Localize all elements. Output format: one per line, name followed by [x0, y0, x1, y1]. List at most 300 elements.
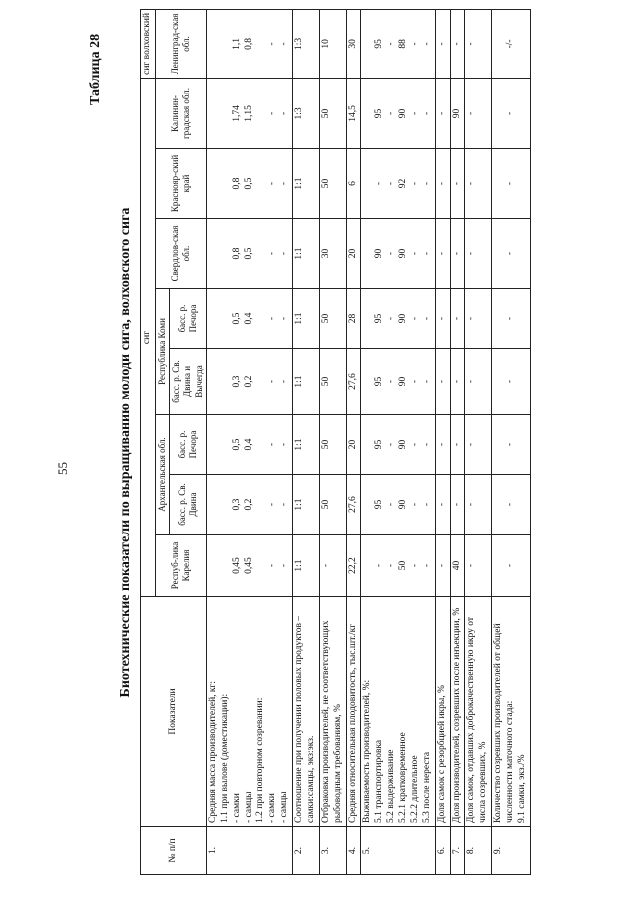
value-cell	[206, 78, 292, 148]
header-sverdlovsk: Свердлов-ская обл.	[155, 219, 206, 289]
value-line: 0,45	[231, 557, 242, 574]
value-cell	[450, 349, 465, 415]
value-line: 1:1	[294, 375, 304, 388]
value-line: 1:1	[294, 498, 304, 511]
value-line: -	[451, 442, 462, 447]
value-line: 14,5	[347, 105, 358, 122]
value-line: 22,2	[347, 557, 358, 574]
value-line: 50	[320, 178, 331, 189]
row-parameter	[206, 597, 292, 827]
value-cell	[465, 349, 492, 415]
value-line: 0,4	[243, 438, 254, 451]
row-number: 2.	[293, 827, 320, 875]
value-cell	[206, 475, 292, 535]
header-sig: сиг	[141, 78, 156, 596]
value-cell	[435, 415, 450, 475]
row-number: 4.	[346, 827, 361, 875]
value-line: -	[505, 181, 515, 186]
value-cell	[346, 149, 361, 219]
value-line	[220, 222, 232, 285]
value-line: -	[421, 379, 432, 384]
value-line: 95	[374, 313, 385, 324]
parameter-line: - самки	[267, 793, 278, 823]
value-line: -	[466, 442, 477, 447]
value-cell	[435, 9, 450, 78]
value-line: 1:3	[294, 37, 304, 50]
value-line: -	[421, 442, 432, 447]
value-line	[493, 152, 505, 215]
value-line	[362, 222, 374, 285]
value-line	[255, 352, 267, 411]
value-line	[362, 292, 374, 345]
value-line: -	[421, 181, 432, 186]
biotech-table	[140, 9, 531, 875]
value-line: 0,4	[243, 312, 254, 325]
value-line	[493, 352, 505, 411]
value-line: -	[466, 379, 477, 384]
value-line	[362, 82, 374, 145]
value-cell	[293, 9, 320, 78]
row-number: 9.	[492, 827, 531, 875]
value-line: -	[409, 181, 420, 186]
value-cell	[450, 289, 465, 349]
table-row	[465, 9, 492, 874]
value-line: 0,3	[231, 375, 242, 388]
value-line: -/-	[505, 39, 515, 49]
value-line	[255, 222, 267, 285]
value-cell	[492, 475, 531, 535]
value-line: 1,1	[231, 37, 242, 50]
value-cell	[361, 149, 435, 219]
value-line: -	[421, 251, 432, 256]
value-line: -	[436, 181, 447, 186]
parameter-line: 5.3 после нереста	[421, 751, 432, 823]
parameter-line: Соотношение при получении половых продуктов – самки:самцы, экз:экз.	[294, 615, 316, 823]
value-line: -	[267, 502, 278, 507]
value-line: 90	[398, 313, 408, 324]
value-cell	[319, 415, 346, 475]
value-line: -	[466, 181, 477, 186]
value-line: -	[421, 42, 432, 46]
value-line: 95	[374, 376, 385, 387]
value-line: -	[421, 111, 432, 116]
value-line: 0,5	[231, 312, 242, 325]
parameter-line: 5.1 транспортировка	[374, 739, 385, 823]
value-line: 50	[320, 439, 331, 450]
table-row	[319, 9, 346, 874]
header-arkh-pechora: басс. р. Печора	[170, 415, 207, 475]
value-line: 30	[347, 39, 358, 49]
value-line: -	[505, 251, 515, 256]
row-number: 5.	[361, 827, 435, 875]
value-cell	[206, 415, 292, 475]
value-line: 40	[451, 560, 462, 571]
value-line: 1:1	[294, 438, 304, 451]
value-cell	[361, 9, 435, 78]
value-cell	[492, 78, 531, 148]
value-line: -	[409, 111, 420, 116]
value-line	[220, 13, 232, 75]
value-cell	[319, 289, 346, 349]
parameter-line: - самцы	[243, 791, 254, 823]
value-line: -	[505, 442, 515, 447]
value-line	[220, 152, 232, 215]
value-line: -	[279, 111, 290, 116]
value-cell	[450, 9, 465, 78]
parameter-line: 1.2 при повторном созревании:	[255, 697, 266, 823]
value-cell	[206, 349, 292, 415]
value-line: -	[466, 42, 477, 46]
parameter-line: Доля самок с резорбцией икры, %	[436, 685, 447, 823]
value-cell	[293, 349, 320, 415]
value-cell	[450, 535, 465, 597]
value-line: -	[279, 42, 290, 46]
parameter-line: Выживаемость производителей, %:	[362, 679, 373, 823]
table-row	[293, 9, 320, 874]
value-cell	[206, 9, 292, 78]
parameter-line: - самцы	[279, 791, 290, 823]
value-line: 0,2	[243, 498, 254, 511]
value-line: -	[436, 42, 447, 46]
value-cell	[492, 415, 531, 475]
value-line: -	[386, 442, 397, 447]
value-line	[255, 82, 267, 145]
value-line: -	[279, 181, 290, 186]
value-line: 27,6	[347, 373, 358, 390]
value-line: -	[279, 379, 290, 384]
value-cell	[465, 78, 492, 148]
value-line	[362, 13, 374, 75]
table-row	[206, 9, 292, 874]
value-line: 0,5	[243, 177, 254, 190]
value-line: -	[451, 502, 462, 507]
value-cell	[435, 289, 450, 349]
value-line: -	[409, 251, 420, 256]
value-cell	[361, 535, 435, 597]
header-arkh-dvina: басс. р. Св. Двина	[170, 475, 207, 535]
value-line: -	[267, 379, 278, 384]
value-line: -	[386, 563, 397, 568]
value-line	[208, 418, 220, 471]
value-cell	[346, 349, 361, 415]
value-line	[220, 478, 232, 531]
value-cell	[206, 219, 292, 289]
value-line: 50	[320, 313, 331, 324]
parameter-line: Средняя масса производителей, кг:	[207, 680, 218, 823]
value-cell	[206, 289, 292, 349]
value-line	[493, 13, 505, 75]
value-line: -	[409, 442, 420, 447]
value-line: -	[409, 42, 420, 46]
value-cell	[450, 149, 465, 219]
row-parameter	[346, 597, 361, 827]
value-cell	[492, 149, 531, 219]
value-line: 0,8	[243, 37, 254, 50]
parameter-line: Доля самок, отдавших доброкачественную икру от числа созревших, %	[466, 616, 489, 823]
value-cell	[435, 219, 450, 289]
value-line: -	[374, 563, 385, 568]
value-cell	[361, 415, 435, 475]
value-cell	[293, 289, 320, 349]
value-cell	[319, 78, 346, 148]
header-parameters: Показатели	[141, 597, 207, 827]
row-parameter	[361, 597, 435, 827]
parameter-line: Количество созревших производителей от общей численности маточного стада:	[493, 623, 515, 823]
value-cell	[293, 149, 320, 219]
header-arkhangelsk: Архангельская обл.	[155, 415, 169, 535]
value-cell	[492, 289, 531, 349]
table-row	[450, 9, 465, 874]
value-line: 27,6	[347, 496, 358, 513]
value-line: -	[267, 563, 278, 568]
value-line: 88	[398, 39, 408, 49]
value-cell	[435, 475, 450, 535]
value-line: -	[436, 111, 447, 116]
value-line: 6	[347, 181, 358, 186]
value-cell	[361, 475, 435, 535]
value-line: -	[436, 502, 447, 507]
value-line: -	[320, 563, 331, 568]
header-komi-pechora: басс. р. Печора	[170, 289, 207, 349]
row-number: 8.	[465, 827, 492, 875]
value-line	[493, 292, 505, 345]
table-body	[206, 9, 530, 874]
value-cell	[206, 149, 292, 219]
value-cell	[346, 78, 361, 148]
value-line	[493, 418, 505, 471]
value-line: 1:3	[294, 107, 304, 120]
value-line: 0,8	[231, 177, 242, 190]
value-line	[208, 152, 220, 215]
value-line: 95	[374, 439, 385, 450]
value-line: -	[267, 111, 278, 116]
value-cell	[346, 9, 361, 78]
value-line: -	[279, 563, 290, 568]
value-cell	[346, 535, 361, 597]
value-line: -	[466, 563, 477, 568]
value-line: 20	[347, 248, 358, 259]
table-row	[361, 9, 435, 874]
value-line: -	[267, 181, 278, 186]
value-cell	[450, 219, 465, 289]
value-line: 90	[398, 376, 408, 387]
header-karelia: Респуб-лика Карелия	[155, 535, 206, 597]
parameter-line: 5.2.2 длительное	[409, 755, 420, 823]
value-line: 92	[398, 178, 408, 189]
value-line: -	[421, 316, 432, 321]
row-parameter	[293, 597, 320, 827]
value-line	[220, 292, 232, 345]
value-line	[362, 478, 374, 531]
value-line	[255, 538, 267, 593]
value-line: 1:1	[294, 177, 304, 190]
value-line	[208, 352, 220, 411]
parameter-line: 9.1 самки, экз./%	[516, 754, 527, 823]
value-line	[362, 152, 374, 215]
header-komi-dvina: басс. р. Св. Двина и Вычегда	[170, 349, 207, 415]
value-line: -	[505, 379, 515, 384]
value-line	[493, 82, 505, 145]
table-label: Таблица 28	[88, 33, 103, 105]
table-row	[346, 9, 361, 874]
value-line: -	[505, 502, 515, 507]
parameter-line: - самки	[231, 793, 242, 823]
value-line: 1,15	[243, 105, 254, 122]
value-cell	[450, 78, 465, 148]
value-line: -	[409, 316, 420, 321]
value-cell	[435, 78, 450, 148]
value-line: 0,5	[243, 247, 254, 260]
value-line: -	[466, 502, 477, 507]
table-row	[435, 9, 450, 874]
row-parameter	[492, 597, 531, 827]
value-line: 95	[374, 39, 385, 49]
value-cell	[319, 535, 346, 597]
value-line: -	[386, 181, 397, 186]
value-line: -	[466, 111, 477, 116]
value-line	[208, 478, 220, 531]
value-line	[255, 292, 267, 345]
value-line: 1,74	[231, 105, 242, 122]
row-parameter	[435, 597, 450, 827]
value-cell	[346, 289, 361, 349]
value-line: 1:1	[294, 559, 304, 572]
value-line: -	[409, 379, 420, 384]
header-num: № п/п	[141, 827, 207, 875]
value-line: -	[267, 316, 278, 321]
value-line	[220, 418, 232, 471]
value-line	[220, 538, 232, 593]
value-cell	[450, 475, 465, 535]
value-cell	[465, 9, 492, 78]
document-title: Биотехнические показатели по выращиванию молоди сига, волховского сига	[118, 207, 133, 698]
value-line: 10	[320, 39, 331, 49]
value-cell	[492, 535, 531, 597]
value-cell	[492, 219, 531, 289]
parameter-line: Доля производителей, созревших после инъекции, %	[451, 607, 462, 823]
header-kaliningrad: Калинин-градская обл.	[155, 78, 206, 148]
value-cell	[465, 219, 492, 289]
value-cell	[361, 219, 435, 289]
value-line: 0,3	[231, 498, 242, 511]
value-cell	[293, 78, 320, 148]
value-cell	[346, 219, 361, 289]
value-line	[362, 418, 374, 471]
parameter-line: 1.1 при вылове (доместикации):	[219, 693, 230, 823]
header-volkh-sig: сиг волховский	[141, 9, 156, 78]
value-line: -	[421, 502, 432, 507]
value-cell	[319, 149, 346, 219]
value-line: 50	[320, 499, 331, 510]
table-container	[140, 10, 531, 875]
value-line: 90	[398, 499, 408, 510]
value-line	[208, 13, 220, 75]
value-line	[255, 152, 267, 215]
row-number: 6.	[435, 827, 450, 875]
value-line: -	[279, 316, 290, 321]
value-line: 0,2	[243, 375, 254, 388]
value-cell	[361, 289, 435, 349]
value-line: -	[421, 563, 432, 568]
value-line: 95	[374, 108, 385, 119]
value-cell	[465, 535, 492, 597]
value-line: 28	[347, 313, 358, 324]
value-cell	[465, 475, 492, 535]
value-line	[255, 478, 267, 531]
value-line: -	[505, 111, 515, 116]
value-line: 90	[398, 108, 408, 119]
value-line: -	[267, 251, 278, 256]
value-cell	[319, 475, 346, 535]
value-line	[493, 538, 505, 593]
value-cell	[435, 535, 450, 597]
value-line: 30	[320, 248, 331, 259]
parameter-line: Средняя относительная плодовитость, тыс.шт./кг	[347, 623, 358, 823]
value-line	[208, 82, 220, 145]
table-row	[492, 9, 531, 874]
value-line: 95	[374, 499, 385, 510]
value-line: -	[436, 563, 447, 568]
parameter-line: Отбраковка производителей, не соответствующих рыбоводным требованиям, %	[320, 620, 343, 823]
value-line: -	[451, 251, 462, 256]
value-line: -	[436, 316, 447, 321]
value-cell	[435, 149, 450, 219]
value-line: -	[374, 181, 385, 186]
value-line: -	[409, 502, 420, 507]
row-number: 7.	[450, 827, 465, 875]
value-line: 1:1	[294, 247, 304, 260]
value-line: -	[386, 111, 397, 116]
value-cell	[361, 349, 435, 415]
header-krasnoyarsk: Краснояр-ский край	[155, 149, 206, 219]
value-cell	[465, 149, 492, 219]
value-line: 0,5	[231, 438, 242, 451]
value-line: -	[386, 379, 397, 384]
value-cell	[492, 349, 531, 415]
value-line: -	[409, 563, 420, 568]
value-line	[208, 538, 220, 593]
value-cell	[293, 415, 320, 475]
header-leningrad: Ленинград-ская обл.	[155, 9, 206, 78]
value-cell	[319, 349, 346, 415]
value-cell	[206, 535, 292, 597]
value-line: -	[386, 251, 397, 256]
value-line	[220, 352, 232, 411]
row-number: 3.	[319, 827, 346, 875]
value-line: 90	[374, 248, 385, 259]
value-line: -	[451, 181, 462, 186]
value-line: -	[386, 502, 397, 507]
value-cell	[465, 415, 492, 475]
value-line	[493, 478, 505, 531]
value-line	[255, 13, 267, 75]
value-line	[220, 82, 232, 145]
value-cell	[492, 9, 531, 78]
value-line: -	[267, 42, 278, 46]
row-parameter	[319, 597, 346, 827]
value-line: -	[466, 251, 477, 256]
value-line	[255, 418, 267, 471]
value-line: -	[279, 251, 290, 256]
value-line: 50	[398, 560, 408, 571]
value-line: 0,45	[243, 557, 254, 574]
value-line: 90	[398, 439, 408, 450]
value-cell	[450, 415, 465, 475]
value-line: -	[466, 316, 477, 321]
row-parameter	[450, 597, 465, 827]
value-line: -	[451, 42, 462, 46]
value-cell	[319, 219, 346, 289]
